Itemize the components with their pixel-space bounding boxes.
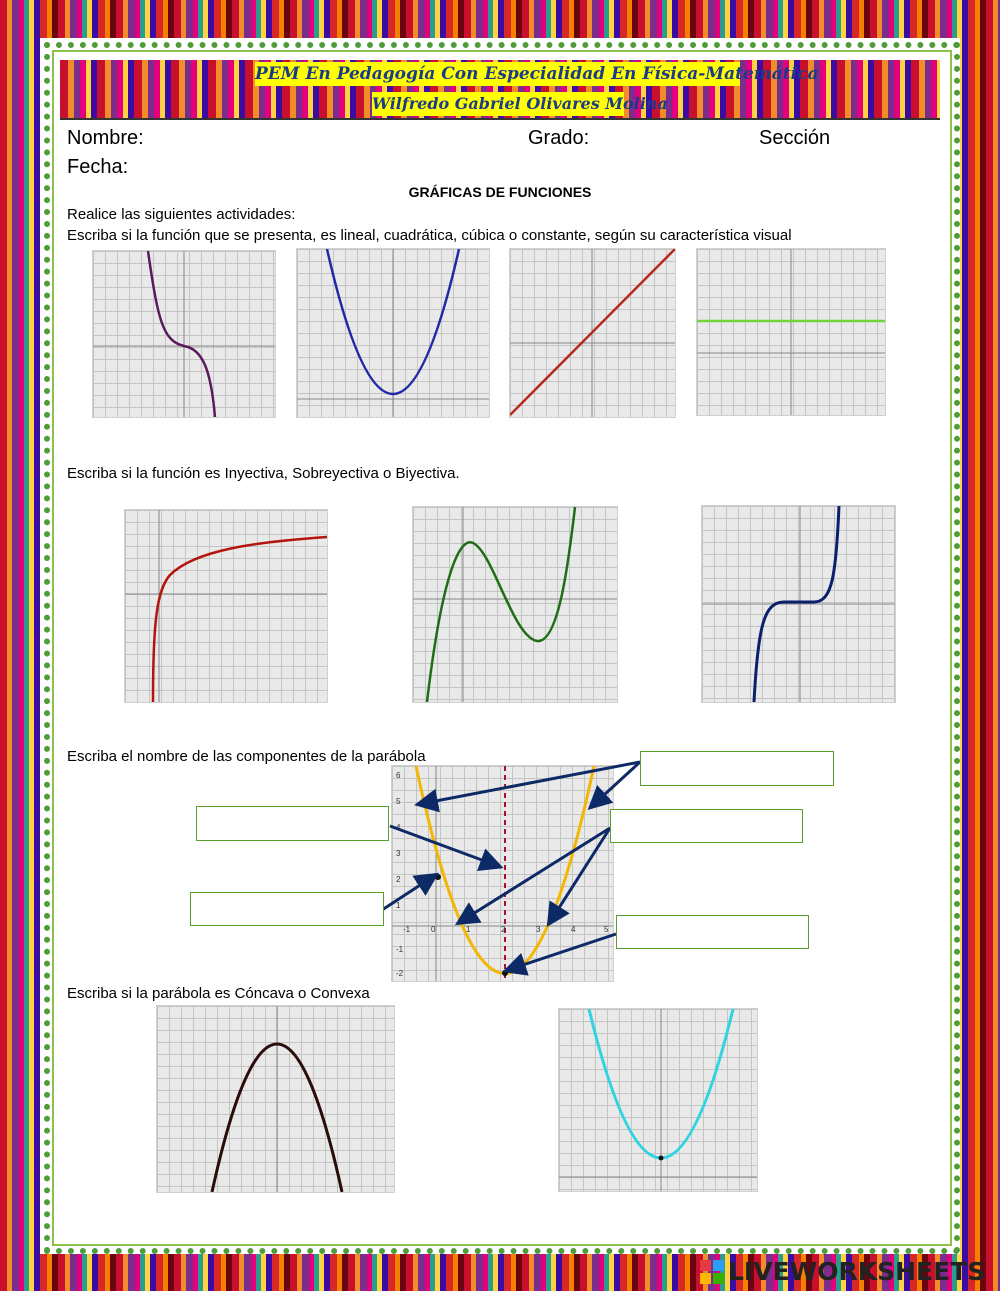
label-seccion: Sección (759, 127, 831, 149)
header-title: PEM En Pedagogía Con Especialidad En Física-Matemática (255, 64, 819, 84)
graph-constant-svg (697, 249, 885, 415)
q3-y-tick: -1 (396, 945, 404, 954)
q3-y-tick: 1 (396, 901, 401, 910)
graph-cubic-wave-svg (413, 507, 617, 702)
graph-concave-parabola[interactable] (156, 1005, 395, 1193)
instruction-q2: Escriba si la función es Inyectiva, Sobreyectiva o Biyectiva. (67, 465, 460, 482)
graph-convex-parabola-svg (559, 1009, 757, 1191)
q3-x-tick: 3 (536, 925, 541, 934)
graph-linear[interactable] (509, 248, 676, 418)
q3-x-tick: 0 (431, 925, 436, 934)
graph-parabola-components[interactable] (391, 765, 614, 982)
graph-logarithmic[interactable] (124, 509, 328, 703)
q3-x-tick: 5 (604, 925, 609, 934)
graph-cubic-flat-svg (702, 506, 895, 702)
answer-box-y-intercept[interactable] (190, 892, 384, 926)
graph-parabola-components-svg (392, 766, 613, 981)
q3-y-tick: 4 (396, 823, 401, 832)
answer-box-vertex[interactable] (616, 915, 809, 949)
answer-box-roots[interactable] (610, 809, 803, 843)
graph-cubic-decreasing-svg (93, 251, 275, 417)
graph-cubic-flat[interactable] (701, 505, 896, 703)
logo-icon (700, 1260, 724, 1284)
q3-x-ticks (391, 925, 612, 937)
logo-text: LIVEWORKSHEETS (728, 1257, 986, 1286)
graph-concave-parabola-svg (157, 1006, 394, 1192)
instruction-q3: Escriba el nombre de las componentes de la parábola (67, 748, 426, 765)
q3-y-ticks (396, 765, 410, 980)
graph-linear-svg (510, 249, 675, 417)
instruction-q1: Escriba si la función que se presenta, es lineal, cuadrática, cúbica o constante, según su característica visual (67, 227, 792, 244)
instructions-intro: Realice las siguientes actividades: (67, 206, 296, 223)
graph-convex-parabola[interactable] (558, 1008, 758, 1192)
page-title: GRÁFICAS DE FUNCIONES (408, 184, 592, 200)
graph-cubic-decreasing[interactable] (92, 250, 276, 418)
q3-x-tick: 1 (466, 925, 471, 934)
label-grado: Grado: (528, 127, 590, 149)
q3-y-tick: -2 (396, 969, 404, 978)
q3-x-tick: 4 (571, 925, 576, 934)
q3-y-tick: 2 (396, 875, 401, 884)
answer-box-axis[interactable] (196, 806, 389, 841)
graph-parabola-up-svg (297, 249, 489, 417)
q3-y-tick: 3 (396, 849, 401, 858)
label-nombre: Nombre: (67, 127, 144, 149)
q3-y-tick: 5 (396, 797, 401, 806)
instruction-q4: Escriba si la parábola es Cóncava o Convexa (67, 985, 370, 1002)
label-fecha: Fecha: (67, 156, 129, 178)
answer-box-branches[interactable] (640, 751, 834, 786)
q3-x-tick: -1 (403, 925, 411, 934)
graph-cubic-wave[interactable] (412, 506, 618, 703)
q3-x-tick: 2 (501, 925, 506, 934)
graph-constant[interactable] (696, 248, 886, 416)
header-author: Wilfredo Gabriel Olivares Molina (372, 92, 624, 116)
graph-parabola-up[interactable] (296, 248, 490, 418)
liveworksheets-logo (700, 1258, 990, 1286)
q3-y-tick: 6 (396, 771, 401, 780)
graph-logarithmic-svg (125, 510, 327, 702)
